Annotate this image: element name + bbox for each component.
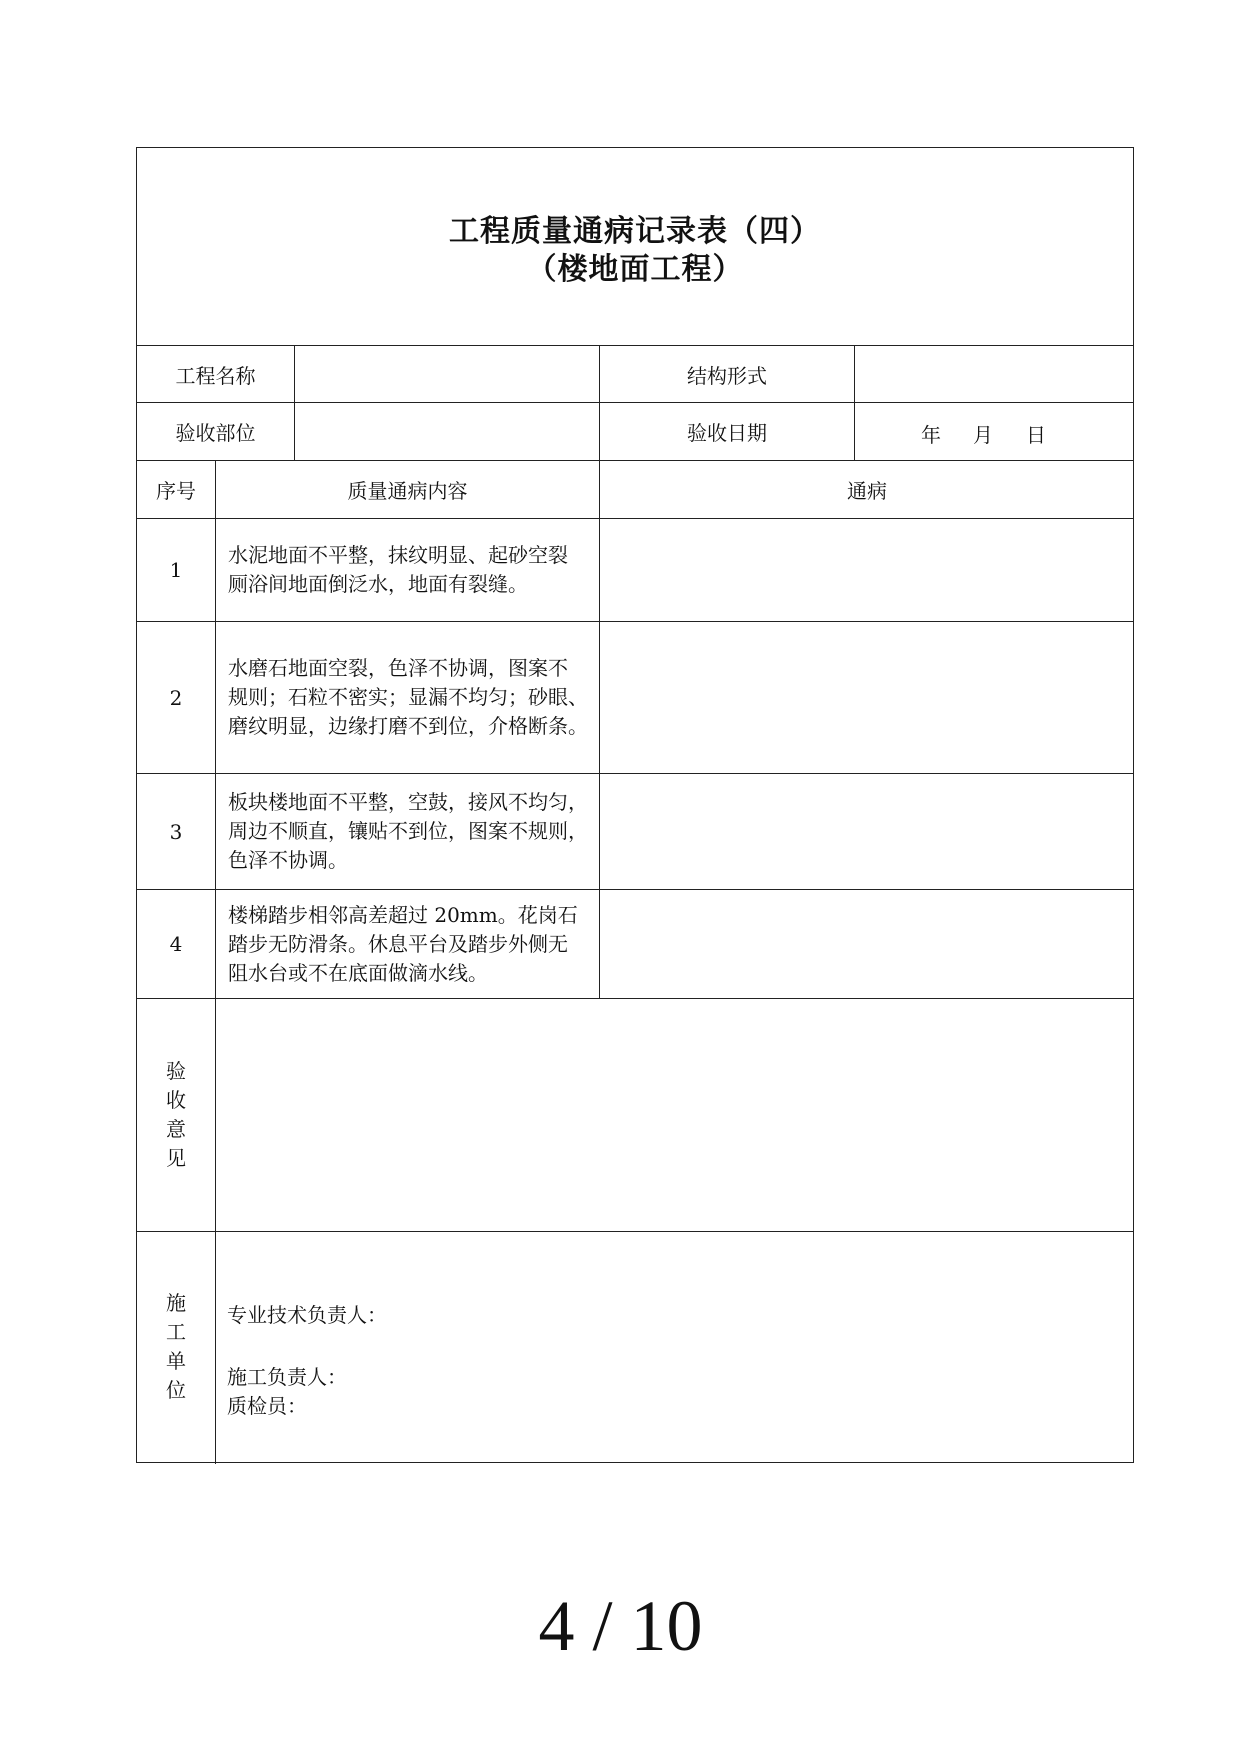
row-issue-field[interactable] bbox=[600, 890, 1134, 998]
row-content-line: 阻水台或不在底面做滴水线。 bbox=[228, 960, 488, 985]
construction-label-char: 单 bbox=[166, 1349, 186, 1373]
construction-label-char: 施 bbox=[166, 1291, 186, 1315]
row-content-line: 水磨石地面空裂，色泽不协调，图案不 bbox=[228, 656, 568, 680]
construction-label-char: 工 bbox=[166, 1320, 186, 1344]
opinion-label-char: 验 bbox=[166, 1059, 186, 1083]
row-content-line: 水泥地面不平整，抹纹明显、起砂空裂 bbox=[228, 543, 568, 567]
column-header-content: 质量通病内容 bbox=[347, 479, 468, 503]
row-content bbox=[216, 622, 599, 773]
structure-field[interactable] bbox=[855, 346, 1134, 402]
row-issue-field[interactable] bbox=[600, 622, 1134, 773]
date-month[interactable]: 月 bbox=[973, 423, 993, 447]
site-lead-label: 施工负责人： bbox=[227, 1365, 347, 1389]
row-content-line: 厕浴间地面倒泛水，地面有裂缝。 bbox=[228, 572, 528, 596]
row-issue-field[interactable] bbox=[600, 519, 1134, 621]
date-day[interactable]: 日 bbox=[1026, 423, 1046, 447]
part-field[interactable] bbox=[295, 403, 599, 460]
form-subtitle: （楼地面工程） bbox=[526, 252, 744, 287]
row-number: 3 bbox=[169, 819, 183, 844]
row-content-line: 周边不顺直，镶贴不到位，图案不规则， bbox=[228, 819, 588, 843]
row-content bbox=[216, 774, 599, 889]
row-content bbox=[216, 519, 599, 621]
opinion-field[interactable] bbox=[216, 999, 1134, 1231]
opinion-label-char: 见 bbox=[166, 1146, 186, 1170]
row-content-line: 楼梯踏步相邻高差超过 20mm。花岗石 bbox=[228, 902, 578, 927]
row-number: 2 bbox=[169, 685, 183, 710]
opinion-label-char: 收 bbox=[166, 1088, 186, 1112]
record-form bbox=[136, 147, 1134, 1463]
row-number: 1 bbox=[169, 558, 183, 582]
part-label: 验收部位 bbox=[175, 421, 256, 445]
project-name-label: 工程名称 bbox=[175, 363, 256, 388]
row-content-line: 规则；石粒不密实；显漏不均匀；砂眼、 bbox=[228, 685, 588, 709]
project-name-field[interactable] bbox=[295, 346, 599, 402]
construction-label-char: 位 bbox=[166, 1378, 186, 1402]
row-issue-field[interactable] bbox=[600, 774, 1134, 889]
row-number: 4 bbox=[169, 932, 183, 956]
column-header-no: 序号 bbox=[156, 479, 196, 503]
page-indicator: 4 / 10 bbox=[538, 1586, 703, 1666]
row-content-line: 色泽不协调。 bbox=[228, 848, 348, 872]
structure-label: 结构形式 bbox=[687, 363, 767, 388]
column-header-issue: 通病 bbox=[847, 479, 887, 503]
date-year[interactable]: 年 bbox=[921, 423, 941, 447]
opinion-label-char: 意 bbox=[166, 1117, 186, 1141]
construction-label bbox=[137, 1232, 215, 1462]
row-content bbox=[216, 890, 599, 998]
form-title: 工程质量通病记录表（四） bbox=[449, 214, 821, 249]
row-content-line: 踏步无防滑条。休息平台及踏步外侧无 bbox=[228, 931, 568, 956]
row-content-line: 板块楼地面不平整，空鼓，接风不均匀， bbox=[228, 790, 588, 814]
row-content-line: 磨纹明显，边缘打磨不到位，介格断条。 bbox=[228, 714, 588, 738]
tech-lead-label: 专业技术负责人： bbox=[227, 1303, 387, 1327]
divider bbox=[137, 1231, 1133, 1232]
opinion-label bbox=[137, 999, 215, 1231]
date-label: 验收日期 bbox=[687, 421, 767, 445]
inspector-label: 质检员： bbox=[227, 1394, 307, 1418]
